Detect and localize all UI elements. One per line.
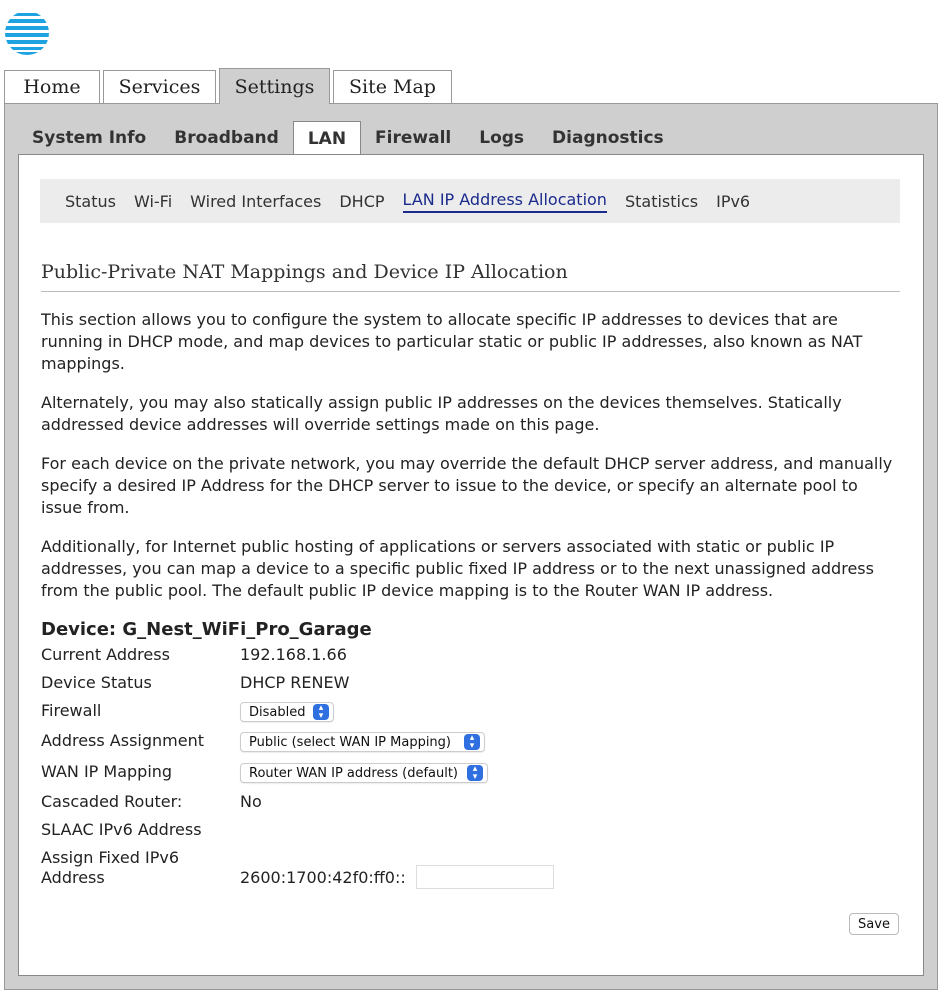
cascaded-router-label: Cascaded Router:	[41, 792, 183, 811]
subnav-wired-interfaces[interactable]: Wired Interfaces	[190, 191, 322, 211]
tab-diagnostics[interactable]: Diagnostics	[552, 127, 664, 148]
fixed-ipv6-prefix: 2600:1700:42f0:ff0::	[240, 868, 406, 887]
firewall-select[interactable]	[240, 702, 334, 722]
fixed-ipv6-label-line1: Assign Fixed IPv6	[41, 848, 180, 867]
wan-ip-mapping-select[interactable]	[240, 763, 488, 783]
fixed-ipv6-input[interactable]	[416, 865, 554, 889]
current-address-value: 192.168.1.66	[240, 645, 347, 664]
address-assignment-label: Address Assignment	[41, 731, 205, 750]
select-chevron-icon: ▴ ▾	[467, 765, 483, 781]
select-chevron-icon: ▴ ▾	[464, 734, 480, 750]
address-assignment-select[interactable]	[240, 732, 485, 752]
tab-lan[interactable]: LAN	[293, 121, 361, 155]
select-chevron-icon: ▴ ▾	[313, 704, 329, 720]
tab-firewall[interactable]: Firewall	[375, 127, 452, 148]
settings-subnav	[18, 121, 678, 155]
wan-ip-mapping-label: WAN IP Mapping	[41, 762, 173, 781]
tab-site-map[interactable]: Site Map	[333, 70, 452, 103]
fixed-ipv6-label-line2: Address	[41, 868, 105, 887]
tab-home[interactable]: Home	[4, 70, 100, 103]
tab-system-info[interactable]: System Info	[32, 127, 147, 148]
subnav-statistics[interactable]: Statistics	[624, 191, 699, 211]
save-button[interactable]: Save	[849, 913, 899, 935]
subnav-lan-ip-allocation[interactable]: LAN IP Address Allocation	[403, 190, 607, 213]
current-address-label: Current Address	[41, 645, 170, 664]
page-title: Public-Private NAT Mappings and Device IP Allocation	[41, 261, 568, 283]
fixed-ipv6-label	[41, 848, 179, 888]
device-status-label: Device Status	[41, 673, 152, 692]
tab-services[interactable]: Services	[103, 70, 216, 103]
cascaded-router-value: No	[240, 792, 262, 811]
att-globe-icon	[4, 10, 50, 56]
top-nav	[4, 70, 452, 104]
device-title: Device: G_Nest_WiFi_Pro_Garage	[41, 619, 372, 640]
tab-broadband[interactable]: Broadband	[174, 127, 279, 148]
intro-paragraph: This section allows you to configure the system to allocate specific IP addresses to devices that are running in DHCP mode, and map devices to particular static or public IP addresses, also known as NAT mappings.	[41, 310, 863, 373]
hosting-paragraph: Additionally, for Internet public hosting of applications or servers associated with static or public IP addresses, you can map a device to a specific public fixed IP address or to the next unassigned address from the public pool. The default public IP device mapping is to the Router WAN IP address.	[41, 537, 874, 600]
wan-ip-mapping-value: Router WAN IP address (default)	[249, 765, 459, 781]
subnav-ipv6[interactable]: IPv6	[716, 191, 751, 211]
subnav-dhcp[interactable]: DHCP	[339, 191, 385, 211]
subnav-wifi[interactable]: Wi-Fi	[133, 191, 173, 211]
subnav-status[interactable]: Status	[65, 191, 116, 211]
dhcp-paragraph: For each device on the private network, you may override the default DHCP server address, and manually specify a desired IP Address for the DHCP server to issue to the device, or specify an alternate pool to issue from.	[41, 454, 893, 517]
lan-subnav	[40, 179, 900, 223]
slaac-ipv6-label: SLAAC IPv6 Address	[41, 820, 202, 839]
firewall-select-value: Disabled	[249, 704, 306, 720]
device-status-value: DHCP RENEW	[240, 673, 350, 692]
firewall-label: Firewall	[41, 701, 102, 720]
tab-logs[interactable]: Logs	[479, 127, 525, 148]
address-assignment-value: Public (select WAN IP Mapping)	[249, 734, 451, 750]
divider	[41, 291, 900, 292]
tab-settings[interactable]: Settings	[219, 68, 330, 104]
static-paragraph: Alternately, you may also statically assign public IP addresses on the devices themselves. Statically addressed device addresses will override settings made on this page.	[41, 393, 842, 434]
